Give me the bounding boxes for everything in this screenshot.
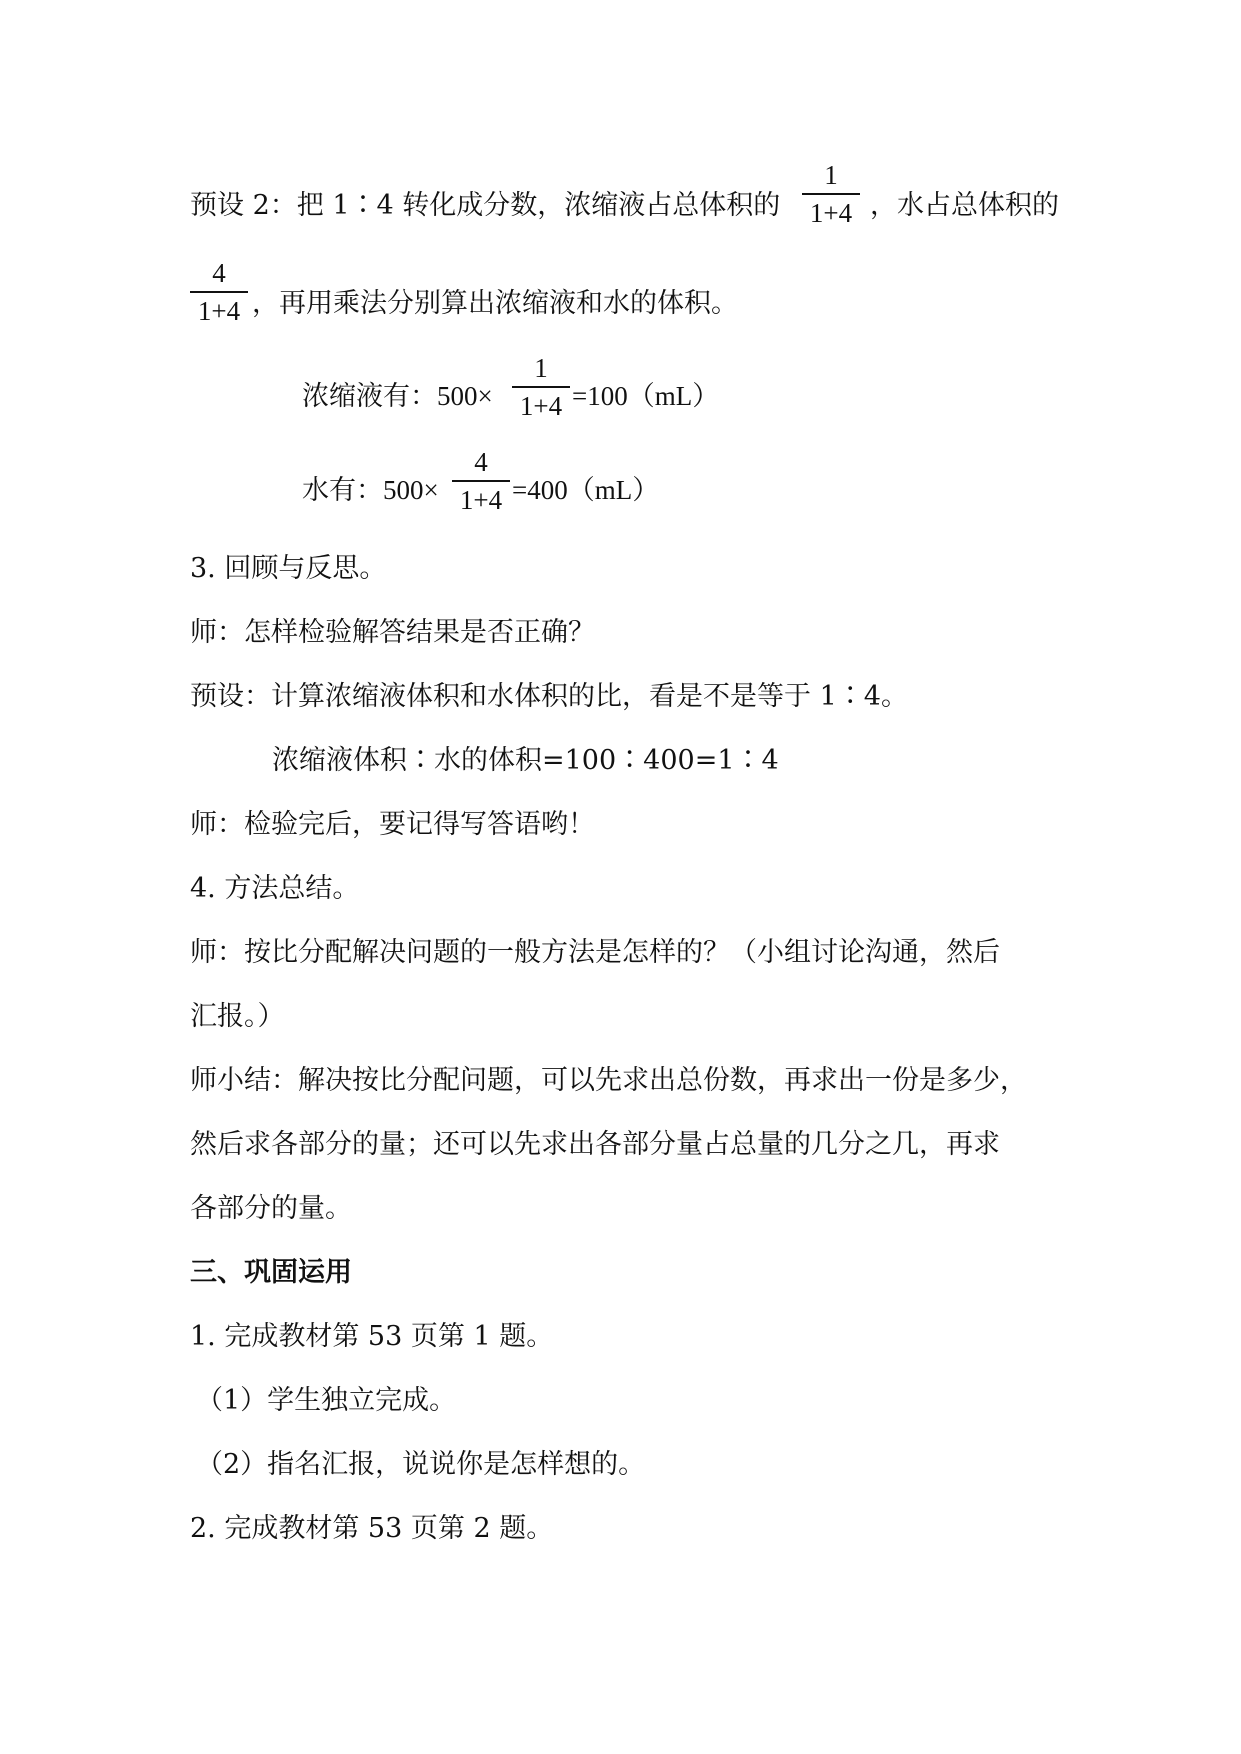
fraction-water-calc [452, 447, 510, 515]
preset2-part-b: ，水占总体积的 [870, 190, 1059, 221]
calc-concentrate-label: 浓缩液有： [302, 381, 437, 412]
fraction-concentrate-calc [512, 353, 570, 421]
fraction-denominator: 1+4 [519, 391, 563, 421]
calc-water-label: 水有： [302, 475, 383, 506]
fraction-bar [512, 386, 570, 388]
teacher-ask-line1: 师：按比分配解决问题的一般方法是怎样的？（小组讨论沟通，然后 [190, 937, 1000, 968]
preset2-line1-tail [870, 186, 1059, 226]
preset2-part-c: ，再用乘法分别算出浓缩液和水的体积。 [252, 288, 738, 319]
calc-water-rhs: =400（mL） [512, 475, 660, 505]
task1: 1. 完成教材第 53 页第 1 题。 [190, 1321, 554, 1352]
summary-line3: 各部分的量。 [190, 1193, 352, 1224]
section-heading: 三、巩固运用 [190, 1257, 352, 1288]
fraction-numerator: 4 [212, 258, 226, 288]
fraction-numerator: 1 [824, 160, 838, 190]
fraction-concentrate-share [802, 160, 860, 228]
calc-water-result [512, 470, 659, 510]
fraction-denominator: 1+4 [459, 485, 503, 515]
teacher-question: 师：怎样检验解答结果是否正确？ [190, 617, 595, 648]
review-heading: 3. 回顾与反思。 [190, 553, 387, 584]
fraction-denominator: 1+4 [809, 198, 853, 228]
teacher-ask-line2: 汇报。） [190, 1001, 285, 1032]
calc-concentrate-result [572, 376, 719, 416]
task1-sub2: （2）指名汇报，说说你是怎样想的。 [196, 1449, 646, 1480]
fraction-bar [190, 291, 248, 293]
task1-sub1: （1）学生独立完成。 [196, 1385, 457, 1416]
fraction-bar [802, 193, 860, 195]
preset-answer: 预设：计算浓缩液体积和水体积的比，看是不是等于 1∶4。 [190, 681, 908, 712]
fraction-bar [452, 480, 510, 482]
preset2-part-a: 预设 2：把 1∶4 转化成分数，浓缩液占总体积的 [190, 190, 781, 221]
calc-water-lhs: 500× [383, 475, 439, 505]
fraction-denominator: 1+4 [197, 296, 241, 326]
preset2-line2 [252, 284, 738, 324]
calc-water [302, 470, 439, 511]
teacher-reminder: 师：检验完后，要记得写答语哟！ [190, 809, 595, 840]
method-heading: 4. 方法总结。 [190, 873, 360, 904]
ratio-check: 浓缩液体积∶水的体积=100∶400=1∶4 [272, 745, 779, 776]
summary-line2: 然后求各部分的量；还可以先求出各部分量占总量的几分之几，再求 [190, 1129, 1000, 1160]
preset2-line1 [190, 186, 780, 226]
calc-concentrate-rhs: =100（mL） [572, 381, 720, 411]
summary-line1: 师小结：解决按比分配问题，可以先求出总份数，再求出一份是多少， [190, 1065, 1027, 1096]
fraction-numerator: 4 [474, 447, 488, 477]
fraction-numerator: 1 [534, 353, 548, 383]
calc-concentrate [302, 376, 493, 417]
calc-concentrate-lhs: 500× [437, 381, 493, 411]
task2: 2. 完成教材第 53 页第 2 题。 [190, 1513, 554, 1544]
fraction-water-share [190, 258, 248, 326]
